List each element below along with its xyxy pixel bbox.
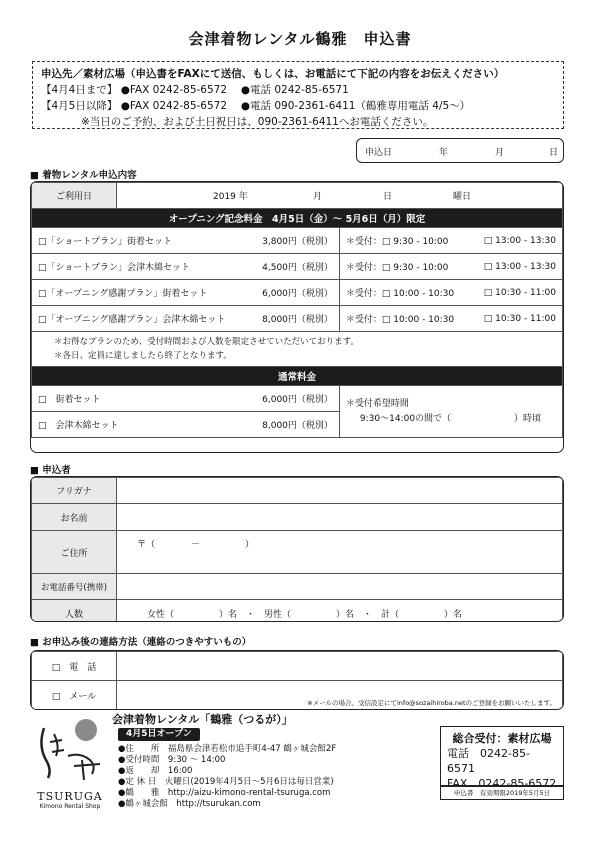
usage-date-label: ご利用日: [32, 183, 117, 209]
people-label: 人数: [32, 600, 117, 623]
plan-time-2[interactable]: □ 10:30 - 11:00: [483, 287, 556, 298]
people-value: 女性（ ）名 ・ 男性（ ）名 ・ 計（ ）名: [147, 610, 463, 620]
mail-input[interactable]: [117, 681, 563, 710]
normal-plan-price: 8,000円（税別）: [262, 421, 333, 431]
plan-price: 4,500円（税別）: [262, 263, 333, 273]
shop-line: ●返 却 16:00: [118, 766, 193, 776]
shop-info: [112, 714, 336, 810]
contact-row-1: 【4月4日まで】 ●FAX 0242-85-6572 ●電話 0242-85-6571: [41, 84, 349, 96]
usage-year: 2019 年: [213, 192, 248, 202]
mail-note: ※メールの場合、受信設定にてinfo@sozaihiroba.netのご登録をお願いいたします。: [307, 699, 556, 707]
contact-row-3: ※当日のご予約、および土日祝日は、090-2361-6411へお電話ください。: [81, 116, 434, 128]
rental-table: [30, 181, 564, 453]
name-label: お名前: [32, 504, 117, 531]
plan-notes: [32, 332, 563, 367]
shop-title: 会津着物レンタル「鶴雅（つるが）」: [112, 713, 293, 726]
plan-time-2[interactable]: □ 13:00 - 13:30: [483, 261, 556, 272]
shop-line: ●定 休 日 火曜日(2019年4月5日～5月6日は毎日営業): [118, 777, 334, 787]
phone-label: お電話番号(携帯): [32, 574, 117, 600]
plan-price: 6,000円（税別）: [262, 289, 333, 299]
shop-line: ●住 所 福島県会津若松市追手町4-47 鶴ヶ城会館2F: [118, 744, 337, 754]
normal-plan-name: □ 会津木綿セット: [38, 421, 119, 431]
plan-time-1[interactable]: ＊受付：□ 10:00 - 10:30: [345, 289, 455, 299]
shop-line: ●受付時間 9:30 ～ 14:00: [118, 755, 226, 765]
general-reception-title: 総合受付：素材広場: [452, 732, 552, 745]
tel-option[interactable]: □ 電 話: [32, 652, 117, 681]
plan-time-1[interactable]: ＊受付：□ 10:00 - 10:30: [345, 315, 455, 325]
phone-input[interactable]: [117, 574, 563, 600]
plan-name: □「ショートプラン」街着セット: [38, 237, 173, 247]
apply-date-label: 申込日: [365, 148, 393, 158]
apply-date-day: 日: [549, 148, 559, 158]
opening-badge: 4月5日オープン: [118, 728, 200, 741]
people-input[interactable]: [117, 600, 563, 623]
address-input[interactable]: [117, 531, 563, 574]
contact-heading: 申込先／素材広場（申込書をFAXにて送信、もしくは、お電話にて下記の内容をお伝えください）: [41, 68, 505, 80]
contact-row-2: 【4月5日以降】 ●FAX 0242-85-6572 ●電話 090-2361-6411（鶴雅専用電話 4/5～）: [41, 100, 471, 112]
shop-link[interactable]: ●鶴ヶ城会館 http://tsurukan.com: [118, 799, 261, 809]
validity-note: 申込書 有効期限2019年5月5日: [440, 786, 564, 800]
desired-time-value: 9:30～14:00の間で（ ）時頃: [359, 413, 542, 424]
desired-time-label: ＊受付希望時間: [345, 398, 409, 409]
plan-name: □「ショートプラン」会津木綿セット: [38, 263, 191, 273]
note-line: ＊お得なプランのため、受付時間および人数を限定させていただいております。: [54, 337, 359, 347]
note-line: ＊各日、定員に達しましたら終了となります。: [54, 351, 232, 361]
furigana-label: フリガナ: [32, 478, 117, 504]
plan-time-1[interactable]: ＊受付：□ 9:30 - 10:00: [345, 263, 449, 273]
tel-input[interactable]: [117, 652, 563, 681]
plan-row[interactable]: [32, 254, 563, 280]
crane-logo-icon: [30, 716, 110, 786]
usage-date-field[interactable]: [117, 183, 563, 209]
applicant-table: [30, 476, 564, 622]
general-tel: 電話 0242-85-6571: [447, 747, 530, 775]
mail-option[interactable]: □ メール: [32, 681, 117, 710]
usage-month: 月: [313, 192, 323, 202]
contact-info: [32, 61, 564, 129]
logo-text: TSURUGA: [37, 790, 103, 803]
general-reception-box: [440, 726, 564, 790]
logo-subtext: Kimono Rental Shop: [39, 803, 101, 810]
page-title: 会津着物レンタル鶴雅 申込書: [188, 30, 412, 48]
plan-row[interactable]: [32, 280, 563, 306]
shop-link[interactable]: ●鶴 雅 http://aizu-kimono-rental-tsuruga.com: [118, 788, 331, 798]
apply-date-year: 年: [439, 148, 449, 158]
plan-price: 8,000円（税別）: [262, 315, 333, 325]
furigana-input[interactable]: [117, 478, 563, 504]
normal-plan-price: 6,000円（税別）: [262, 395, 333, 405]
normal-price-header: 通常料金: [32, 367, 563, 386]
apply-date-box[interactable]: [356, 138, 564, 163]
usage-weekday: 曜日: [453, 192, 472, 202]
plan-time-2[interactable]: □ 13:00 - 13:30: [483, 235, 556, 246]
contact-method-table: [30, 650, 564, 710]
plan-price: 3,800円（税別）: [262, 237, 333, 247]
apply-date-month: 月: [495, 148, 505, 158]
general-fax: FAX 0242-85-6572: [447, 777, 557, 790]
plan-time-2[interactable]: □ 10:30 - 11:00: [483, 313, 556, 324]
opening-price-header: オープニング記念料金 4月5日（金）～ 5月6日（月）限定: [32, 209, 563, 228]
plan-time-1[interactable]: ＊受付：□ 9:30 - 10:00: [345, 237, 449, 247]
plan-name: □「オープニング感謝プラン」街着セット: [38, 289, 208, 299]
section-contact-method: ■ お申込み後の連絡方法（連絡のつきやすいもの）: [30, 637, 252, 648]
plan-name: □「オープニング感謝プラン」会津木綿セット: [38, 315, 226, 325]
zip-field: 〒（ － ）: [137, 540, 255, 550]
normal-row[interactable]: [32, 386, 563, 412]
address-label: ご住所: [32, 531, 117, 574]
normal-plan-name: □ 街着セット: [38, 395, 101, 405]
section-rental: ■ 着物レンタル申込内容: [30, 170, 137, 181]
plan-row[interactable]: [32, 228, 563, 254]
plan-row[interactable]: [32, 306, 563, 332]
name-input[interactable]: [117, 504, 563, 531]
usage-day: 日: [383, 192, 393, 202]
tsuruga-logo: [30, 716, 110, 816]
section-applicant: ■ 申込者: [30, 465, 71, 476]
desired-time-field[interactable]: [339, 386, 562, 438]
